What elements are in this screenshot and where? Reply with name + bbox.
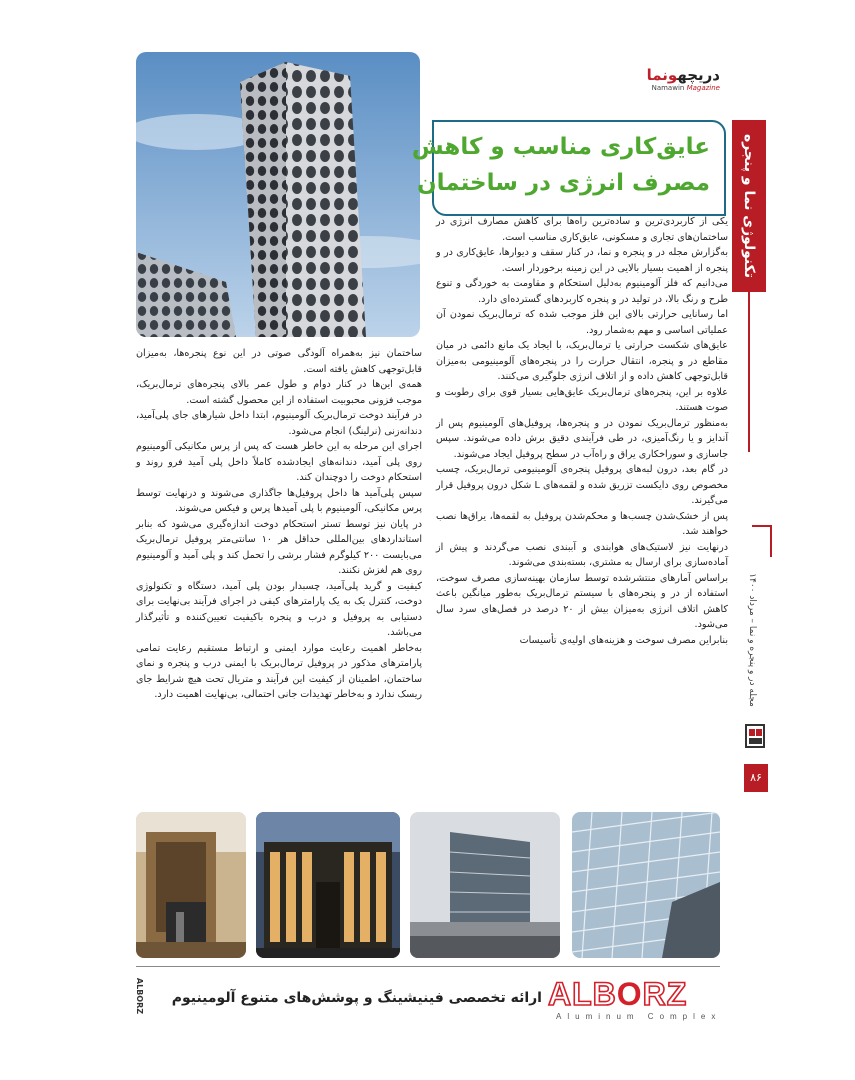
brand-prefix: ALB (548, 976, 617, 1012)
alborz-logo-subtitle: Aluminum Complex (556, 1012, 722, 1021)
paragraph: به‌خاطر اهمیت رعایت موارد ایمنی و ارتباط مستقیم رعایت تمامی پارامترهای مذکور در پروفیل ترمال‌بریک با ایمنی درب و پنجره و نمای ساختمان، اطمینان از کیفیت این فرآیند و متریال تحت هیچ شرایط جای ریسک ندارد و به‌خاطر تهدیدات جانی احتمالی، بی‌نهایت اهمیت دارد. (136, 642, 422, 700)
paragraph: براساس آمارهای منتشرشده توسط سازمان بهینه‌سازی مصرف سوخت، استفاده از در و پنجره‌های با سیستم ترمال‌بریک به‌طور میانگین باعث کاهش اتلاف انرژی به‌میزان بیش از ۲۰ درصد در فصل‌های سرد سال می‌شود. (436, 572, 728, 630)
paragraph: پس از خشک‌شدن چسب‌ها و محکم‌شدن پروفیل به لقمه‌ها، یراق‌ها نصب خواهند شد. (436, 510, 728, 537)
alborz-logo (548, 976, 720, 1022)
page-number: ۸۶ (744, 764, 768, 792)
magazine-logo (636, 66, 720, 94)
article-column-right (436, 214, 728, 648)
brand-accent: O (616, 976, 643, 1012)
paragraph: یکی از کاربردی‌ترین و ساده‌ترین راه‌ها برای کاهش مصارف انرژی در ساختمان‌های تجاری و مسکونی، عایق‌کاری مناسب است. (436, 216, 728, 243)
paragraph: می‌دانیم که فلز آلومینیوم به‌دلیل استحکام و مقاومت به خوردگی و تنوع طرح و رنگ بالا، در تولید در و پنجره کاربردهای گسترده‌ای دارد. (436, 278, 728, 305)
article-title-box (411, 120, 726, 216)
paragraph: علاوه بر این، پنجره‌های ترمال‌بریک عایق‌هایی بسیار قوی برای رطوبت و صوت هستند. (436, 386, 728, 413)
footer-tagline: ارائه تخصصی فینیشینگ و پوشش‌های متنوع آلومینیوم (171, 990, 542, 1006)
paragraph: همه‌ی این‌ها در کنار دوام و طول عمر بالای پنجره‌های ترمال‌بریک، موجب فزونی محبوبیت استفاده از این محصول گشته است. (136, 379, 422, 406)
footer-divider (136, 966, 720, 967)
paragraph: اما رسانایی حرارتی بالای این فلز موجب شده که ترمال‌بریک نمودن آن عملیاتی اساسی و مهم به‌شمار رود. (436, 309, 728, 336)
small-brand-logo (134, 972, 144, 1020)
paragraph: درنهایت نیز لاستیک‌های هوابندی و آببندی نصب می‌گردند و پیش از آماده‌سازی برای ارسال به مشتری، بسته‌بندی می‌شوند. (436, 541, 728, 568)
sidebar-bracket (752, 525, 772, 557)
paragraph: در گام بعد، درون لبه‌های پروفیل پنجره‌ی آلومینیومی ترمال‌بریک، چسب مخصوص روی دایکست تزریق شده و لقمه‌های L شکل درون پروفیل قرار می‌گیرند. (436, 464, 729, 506)
magazine-logo-subtitle (652, 84, 720, 92)
magazine-logo-text (647, 66, 720, 84)
paragraph: اجرای این مرحله به این خاطر هست که پس از پرس مکانیکی آلومینیوم روی پلی آمید، دندانه‌های ایجادشده کاملاً داخل پلی آمید فرو روند و استحکام دوخت را دوچندان کند. (136, 441, 422, 483)
logo-latin: Namawin (651, 84, 685, 92)
issue-info (742, 560, 762, 720)
article-title-line-2: مصرف انرژی در ساختمان (416, 170, 710, 196)
office-building-photo (410, 812, 560, 958)
issue-line: مجله در و پنجره و نما – مرداد ۱۴۰۰ (747, 573, 757, 707)
paragraph: در پایان نیز توسط تستر استحکام دوخت اندازه‌گیری می‌شود که بنابر استانداردهای بین‌المللی حداقل هر ۱۰ سانتی‌متر پروفیل ترمال‌بریک می‌بایست ۲۰۰ کیلوگرم فشار برشی را تحمل کند و پلی آمید و آلومینیوم روی هم لغزش نکنند. (136, 518, 422, 576)
sidebar-divider (748, 292, 750, 452)
glass-curtain-wall-photo (572, 812, 720, 958)
night-building-photo (256, 812, 400, 958)
paragraph: سپس پلی‌آمید ها داخل پروفیل‌ها جاگذاری می‌شوند و درنهایت توسط پرس مکانیکی، آلومینیوم با پلی آمیدها پرس و فیکس می‌شوند. (136, 487, 422, 514)
brand-suffix: RZ (642, 976, 688, 1012)
paragraph: به‌گزارش مجله در و پنجره و نما، در کنار سقف و دیوارها، عایق‌کاری در و پنجره از اهمیت بسیار بالایی در این زمینه برخوردار است. (436, 247, 728, 274)
paragraph: به‌منظور ترمال‌بریک نمودن در و پنجره‌ها، پروفیل‌های آلومینیوم پس از آندایز و یا رنگ‌آمیزی، در طی فرآیندی دقیق برش داده می‌شوند. سپس جاسازی و سوراخکاری یراق و راه‌آب در سطح پروفیل ایجاد می‌شوند. (436, 417, 728, 460)
small-brand-logo-text: ALBORZ (135, 977, 144, 1015)
paragraph: در فرآیند دوخت ترمال‌بریک آلومینیوم، ابتدا داخل شیارهای جای پلی‌آمید، دندانه‌زنی (نرلینگ) انجام می‌شود. (136, 410, 422, 437)
paragraph: کیفیت و گرید پلی‌آمید، چسبدار بودن پلی آمید، دستگاه و تکنولوژی دوخت، کنترل یک به یک پارامترهای کیفی در اجرای فرآیند بی‌نهایت برای دستیابی به پروفیل و درب و پنجره باکیفیت تعیین‌کننده و تأثیرگذار می‌باشد. (136, 580, 422, 638)
paragraph: بنابراین مصرف سوخت و هزینه‌های اولیه‌ی تأسیسات (519, 634, 728, 646)
section-tab (732, 120, 766, 292)
logo-word: دریچه (677, 66, 720, 84)
paragraph: عایق‌های شکست حرارتی یا ترمال‌بریک، با ایجاد یک مانع دائمی در میان مقاطع در و پنجره، انتقال حرارت را در پنجره‌های آلومینیومی به‌میزان قابل‌توجهی کاهش داده و از اتلاف انرژی جلوگیری می‌کنند. (436, 340, 728, 382)
hero-building-photo (136, 52, 420, 337)
article-title-line-1: عایق‌کاری مناسب و کاهش (411, 134, 710, 160)
window-icon (744, 722, 766, 750)
paragraph: ساختمان نیز به‌همراه آلودگی صوتی در این نوع پنجره‌ها، به‌میزان قابل‌توجهی کاهش یافته است. (136, 348, 422, 375)
logo-magazine: Magazine (686, 84, 720, 92)
article-column-left (136, 346, 422, 703)
alborz-logo-word (548, 976, 687, 1013)
logo-accent-word: ونما (646, 66, 678, 84)
section-title: تکنولوژی نما و پنجره (741, 133, 757, 279)
window-profile-photo (136, 812, 246, 958)
